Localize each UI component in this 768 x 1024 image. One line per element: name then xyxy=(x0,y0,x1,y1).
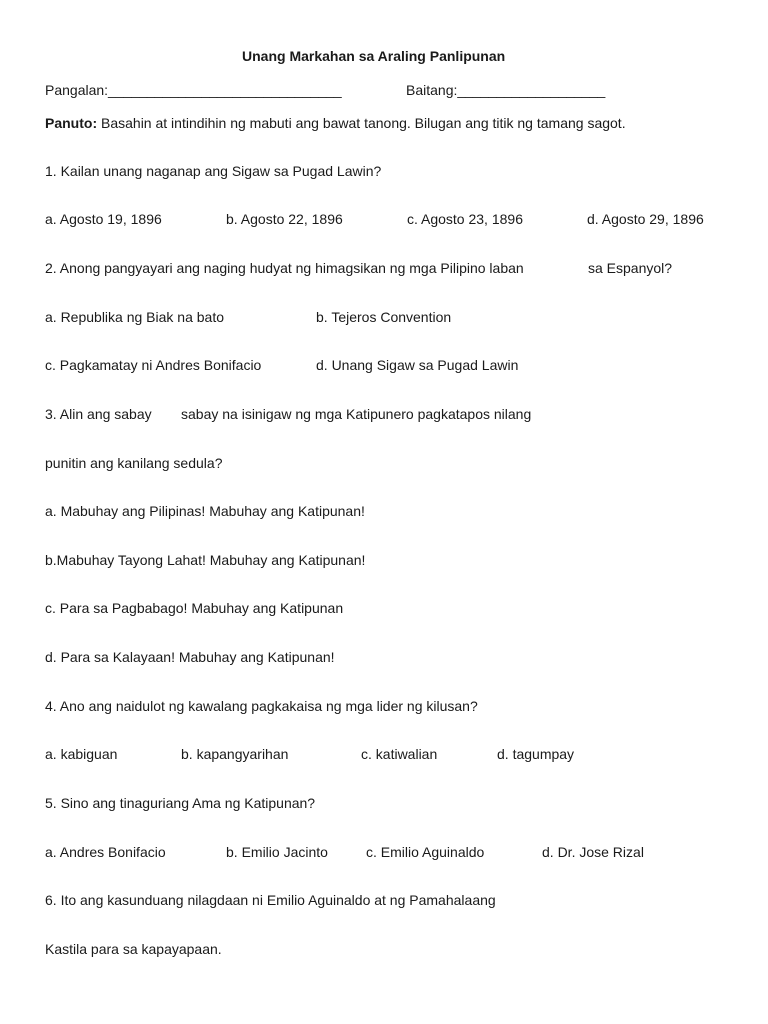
q5-option-b: b. Emilio Jacinto xyxy=(226,844,328,860)
q2-option-a: a. Republika ng Biak na bato xyxy=(45,309,225,325)
q2-option-c: c. Pagkamatay ni Andres Bonifacio xyxy=(45,357,262,373)
instructions-label: Panuto: xyxy=(45,115,98,131)
q2-option-b: b. Tejeros Convention xyxy=(316,309,452,325)
q4-option-c: c. katiwalian xyxy=(361,746,438,762)
question-2: 2. Anong pangyayari ang naging hudyat ng himagsikan ng mga Pilipino laban xyxy=(45,260,524,276)
q3-option-c: c. Para sa Pagbabago! Mabuhay ang Katipunan xyxy=(45,600,344,616)
question-6-line2: Kastila para sa kapayapaan. xyxy=(45,941,222,957)
q4-option-b: b. kapangyarihan xyxy=(181,746,289,762)
q2-option-d: d. Unang Sigaw sa Pugad Lawin xyxy=(316,357,519,373)
q5-option-a: a. Andres Bonifacio xyxy=(45,844,166,860)
q1-option-b: b. Agosto 22, 1896 xyxy=(226,211,343,227)
grade-field: Baitang:___________________ xyxy=(406,82,606,98)
q5-option-c: c. Emilio Aguinaldo xyxy=(366,844,485,860)
q4-option-d: d. tagumpay xyxy=(497,746,575,762)
instructions xyxy=(45,114,626,132)
q1-option-d: d. Agosto 29, 1896 xyxy=(587,211,704,227)
question-3-mid: sabay na isinigaw ng mga Katipunero pagkatapos nilang xyxy=(181,406,532,422)
instructions-text: Basahin at intindihin ng mabuti ang bawat tanong. Bilugan ang titik ng tamang sagot. xyxy=(97,115,626,131)
q3-option-d: d. Para sa Kalayaan! Mabuhay ang Katipunan! xyxy=(45,649,335,665)
q3-option-a: a. Mabuhay ang Pilipinas! Mabuhay ang Katipunan! xyxy=(45,503,365,519)
question-2-tail: sa Espanyol? xyxy=(588,260,673,276)
question-3-line2: punitin ang kanilang sedula? xyxy=(45,455,223,471)
question-6: 6. Ito ang kasunduang nilagdaan ni Emilio Aguinaldo at ng Pamahalaang xyxy=(45,892,496,908)
question-3: 3. Alin ang sabay xyxy=(45,406,152,422)
question-1: 1. Kailan unang naganap ang Sigaw sa Pugad Lawin? xyxy=(45,163,382,179)
question-4: 4. Ano ang naidulot ng kawalang pagkakaisa ng mga lider ng kilusan? xyxy=(45,698,478,714)
q5-option-d: d. Dr. Jose Rizal xyxy=(542,844,644,860)
q4-option-a: a. kabiguan xyxy=(45,746,118,762)
q1-option-a: a. Agosto 19, 1896 xyxy=(45,211,162,227)
question-5: 5. Sino ang tinaguriang Ama ng Katipunan? xyxy=(45,795,316,811)
worksheet-title: Unang Markahan sa Araling Panlipunan xyxy=(242,48,506,64)
name-field: Pangalan:______________________________ xyxy=(45,82,342,98)
q3-option-b: b.Mabuhay Tayong Lahat! Mabuhay ang Katipunan! xyxy=(45,552,366,568)
q1-option-c: c. Agosto 23, 1896 xyxy=(407,211,523,227)
